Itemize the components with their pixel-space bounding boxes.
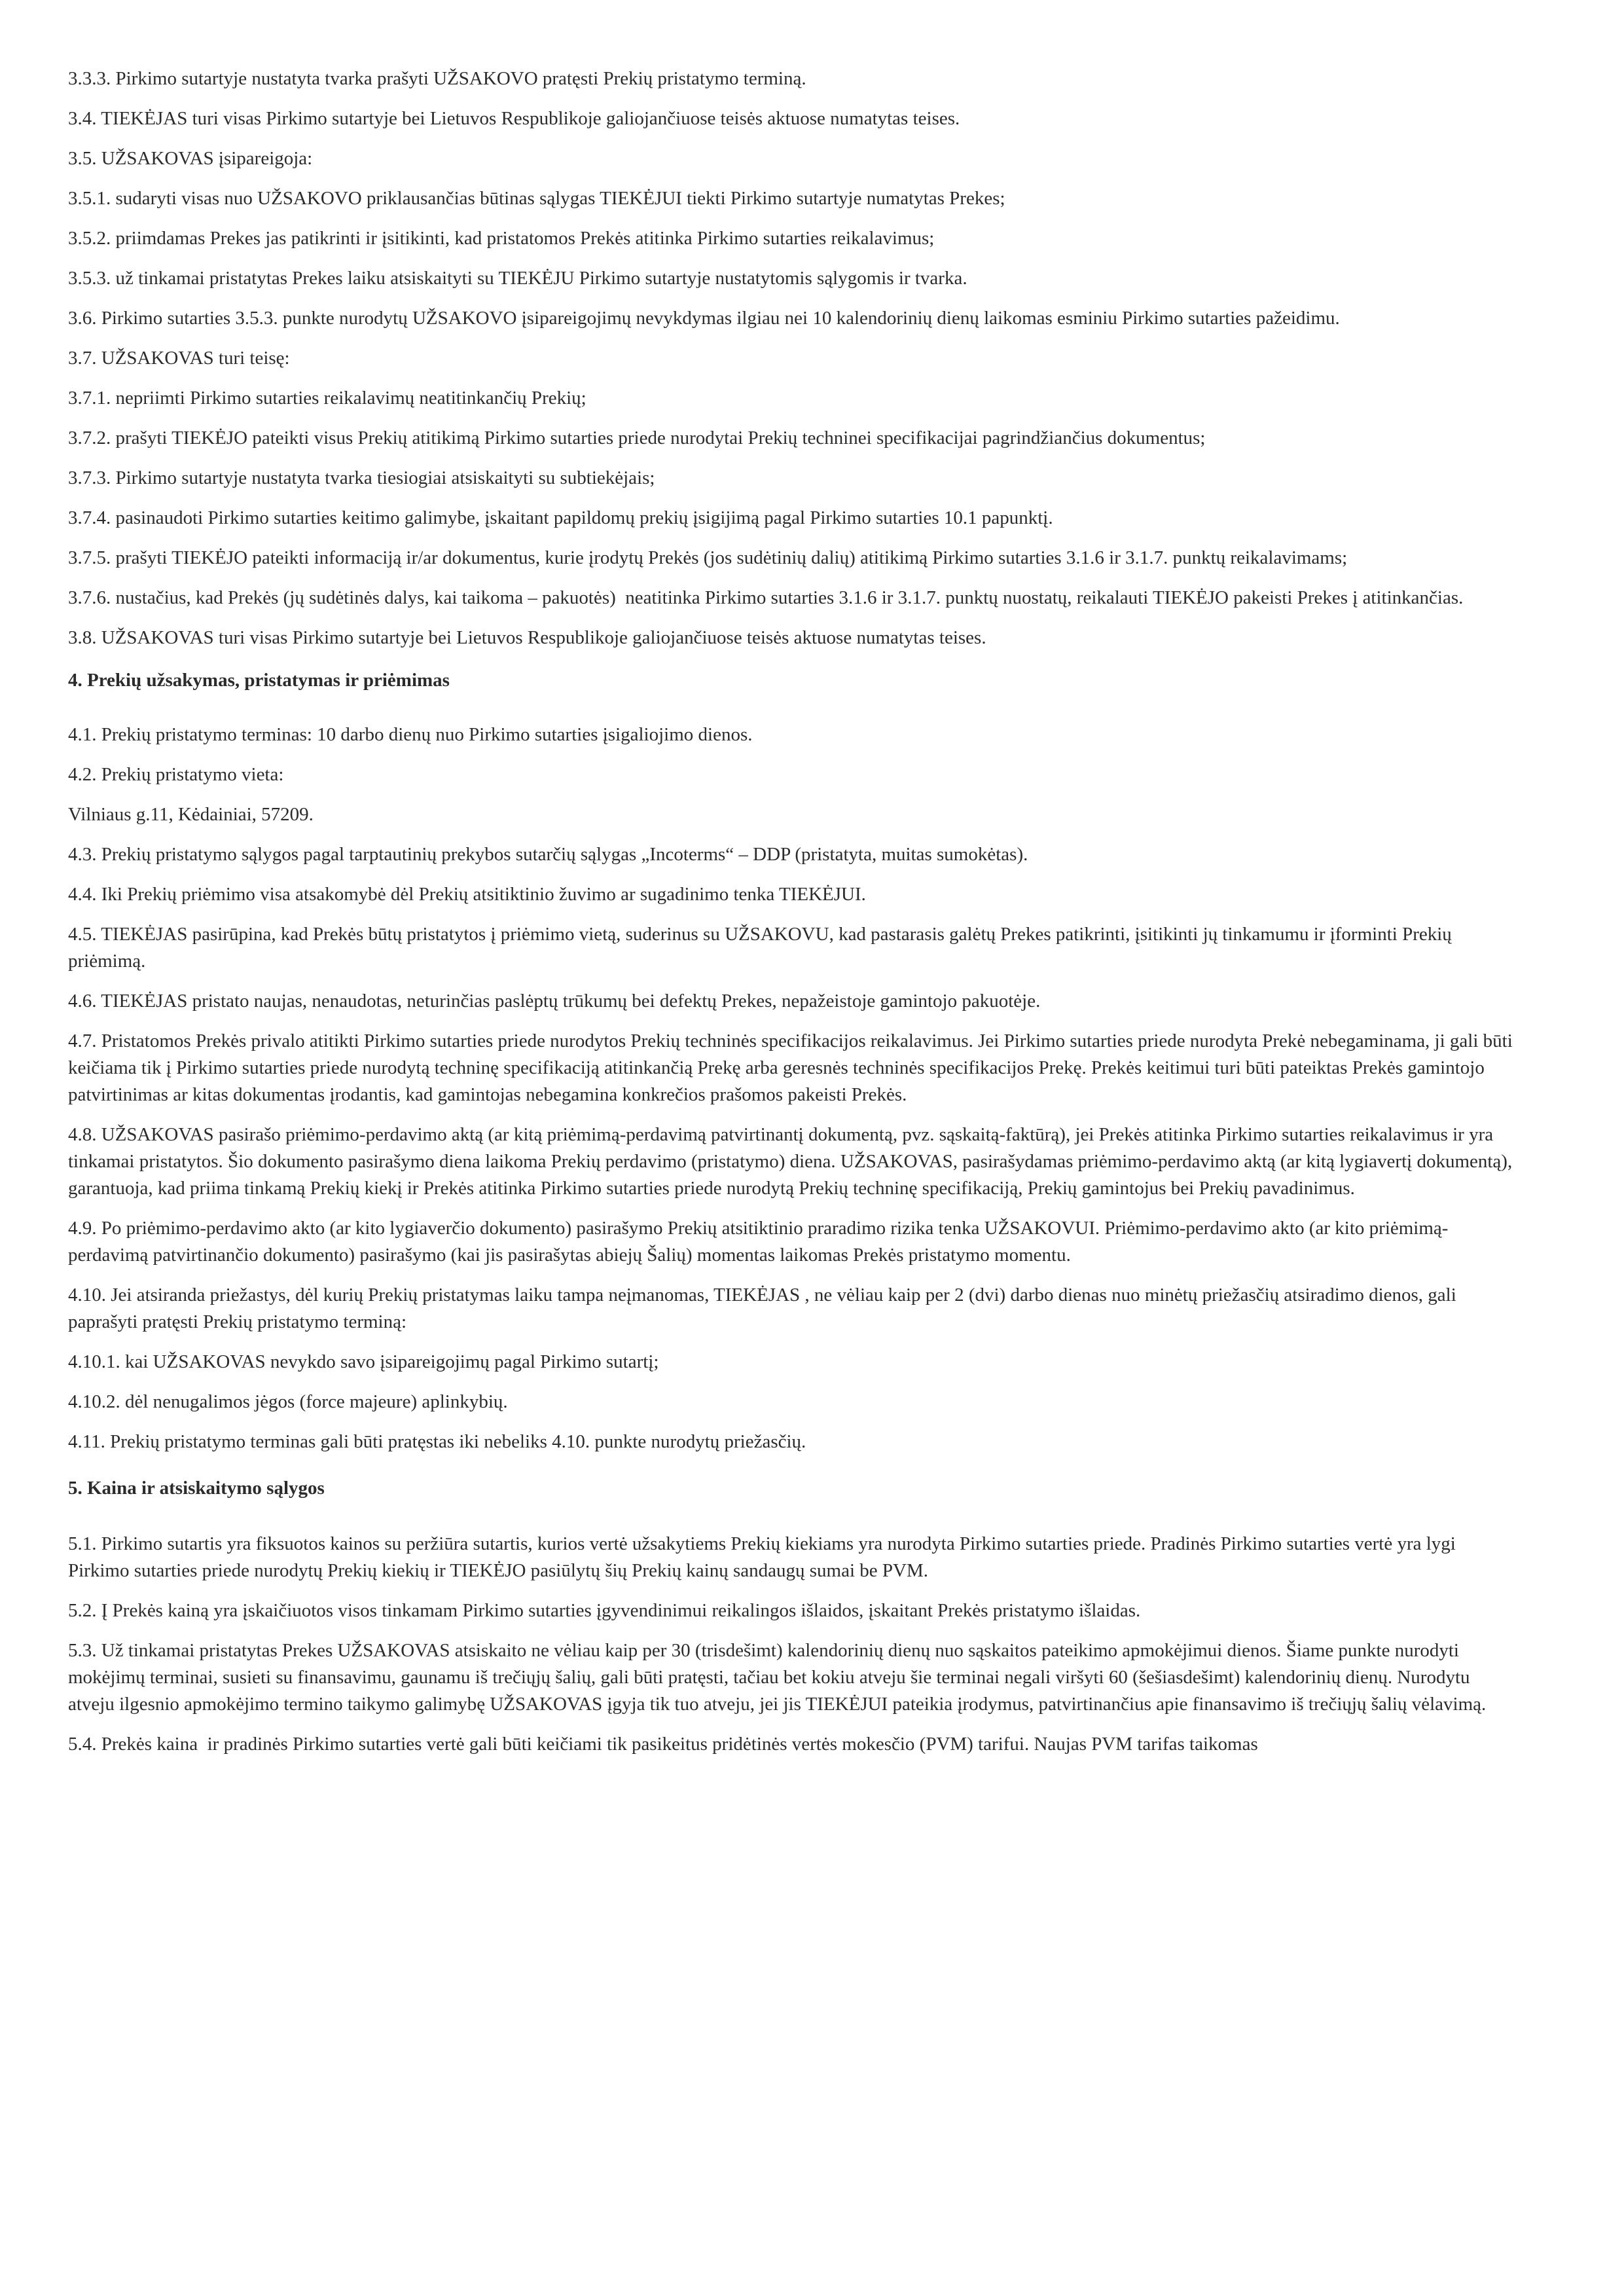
clause-4-8: 4.8. UŽSAKOVAS pasirašo priėmimo-perdavimo aktą (ar kitą priėmimą-perdavimą patvirtinantį dokumentą, pvz. sąskaitą-faktūrą), jei Prekės atitinka Pirkimo sutarties reikalavimus ir yra tinkamai pristatytos. Šio dokumento pasirašymo diena laikoma Prekių perdavimo (pristatymo) diena. UŽSAKOVAS, pasirašydamas priėmimo-perdavimo aktą (ar kitą lygiavertį dokumentą), garantuoja, kad priima tinkamą Prekių kiekį ir Prekės atitinka Pirkimo sutarties priede nurodytą Prekių techninę specifikaciją, Prekių gamintojus bei Prekių pavadinimus. bbox=[68, 1124, 1517, 1199]
clause-3-7-1: 3.7.1. nepriimti Pirkimo sutarties reikalavimų neatitinkančių Prekių; bbox=[68, 388, 586, 409]
clause-3-7-2: 3.7.2. prašyti TIEKĖJO pateikti visus Prekių atitikimą Pirkimo sutarties priede nurodytai Prekių techninei specifikacijai pagrindžiančius dokumentus; bbox=[68, 428, 1206, 448]
clause-3-7-6: 3.7.6. nustačius, kad Prekės (jų sudėtinės dalys, kai taikoma – pakuotės) neatitinka Pirkimo sutarties 3.1.6 ir 3.1.7. punktų nuostatų, reikalauti TIEKĖJO pakeisti Prekes į atitinkančias. bbox=[68, 587, 1464, 608]
clause-4-10-2: 4.10.2. dėl nenugalimos jėgos (force majeure) aplinkybių. bbox=[68, 1391, 508, 1412]
clause-4-6: 4.6. TIEKĖJAS pristato naujas, nenaudotas, neturinčias paslėptų trūkumų bei defektų Prekes, nepažeistoje gamintojo pakuotėje. bbox=[68, 991, 1041, 1011]
clause-3-7-5: 3.7.5. prašyti TIEKĖJO pateikti informaciją ir/ar dokumentus, kurie įrodytų Prekės (jos sudėtinių dalių) atitikimą Pirkimo sutarties 3.1.6 ir 3.1.7. punktų reikalavimams; bbox=[68, 547, 1348, 568]
section-4-heading: 4. Prekių užsakymas, pristatymas ir priėmimas bbox=[68, 670, 450, 691]
clause-3-4: 3.4. TIEKĖJAS turi visas Pirkimo sutartyje bei Lietuvos Respublikoje galiojančiuose teisės aktuose numatytas teises. bbox=[68, 108, 960, 129]
clause-3-5-2: 3.5.2. priimdamas Prekes jas patikrinti ir įsitikinti, kad pristatomos Prekės atitinka Pirkimo sutarties reikalavimus; bbox=[68, 228, 935, 249]
clause-4-10-1: 4.10.1. kai UŽSAKOVAS nevykdo savo įsipareigojimų pagal Pirkimo sutartį; bbox=[68, 1351, 659, 1372]
clause-4-4: 4.4. Iki Prekių priėmimo visa atsakomybė dėl Prekių atsitiktinio žuvimo ar sugadinimo tenka TIEKĖJUI. bbox=[68, 884, 866, 905]
clause-4-3: 4.3. Prekių pristatymo sąlygos pagal tarptautinių prekybos sutarčių sąlygas „Incoterms“ – DDP (pristatyta, muitas sumokėtas). bbox=[68, 844, 1028, 865]
clause-4-7: 4.7. Pristatomos Prekės privalo atitikti Pirkimo sutarties priede nurodytos Prekių techninės specifikacijos reikalavimus. Jei Pirkimo sutarties priede nurodyta Prekė nebegaminama, ji gali būti keičiama tik į Pirkimo sutarties priede nurodytą techninę specifikaciją atitinkančią Prekę arba geresnės techninės specifikacijos Prekę. Prekės keitimui turi būti pateiktas Prekės gamintojo patvirtinimas ar kitas dokumentas įrodantis, kad gamintojas nebegamina konkrečios prašomos pakeisti Prekės. bbox=[68, 1030, 1518, 1105]
clause-5-4: 5.4. Prekės kaina ir pradinės Pirkimo sutarties vertė gali būti keičiami tik pasikeitus pridėtinės vertės mokesčio (PVM) tarifui. Naujas PVM tarifas taikomas bbox=[68, 1734, 1258, 1755]
clause-3-3-3: 3.3.3. Pirkimo sutartyje nustatyta tvarka prašyti UŽSAKOVO pratęsti Prekių pristatymo terminą. bbox=[68, 68, 806, 89]
section-5-heading: 5. Kaina ir atsiskaitymo sąlygos bbox=[68, 1478, 325, 1499]
clause-4-10: 4.10. Jei atsiranda priežastys, dėl kurių Prekių pristatymas laiku tampa neįmanomas, TIEKĖJAS , ne vėliau kaip per 2 (dvi) darbo dienas nuo minėtų priežasčių atsiradimo dienos, gali paprašyti pratęsti Prekių pristatymo terminą: bbox=[68, 1285, 1462, 1332]
clause-3-5: 3.5. UŽSAKOVAS įsipareigoja: bbox=[68, 148, 313, 169]
clause-4-5: 4.5. TIEKĖJAS pasirūpina, kad Prekės būtų pristatytos į priėmimo vietą, suderinus su UŽSAKOVU, kad pastarasis galėtų Prekes patikrinti, įsitikinti jų tinkamumu ir įforminti Prekių priėmimą. bbox=[68, 924, 1457, 972]
clause-4-2: 4.2. Prekių pristatymo vieta: bbox=[68, 764, 284, 785]
section-4 bbox=[68, 721, 1518, 1455]
clause-3-6: 3.6. Pirkimo sutarties 3.5.3. punkte nurodytų UŽSAKOVO įsipareigojimų nevykdymas ilgiau nei 10 kalendorinių dienų laikomas esminiu Pirkimo sutarties pažeidimu. bbox=[68, 308, 1340, 329]
clause-4-9: 4.9. Po priėmimo-perdavimo akto (ar kito lygiaverčio dokumento) pasirašymo Prekių atsitiktinio praradimo rizika tenka UŽSAKOVUI. Priėmimo-perdavimo akto (ar kito priėmimą-perdavimą patvirtinančio dokumento) pasirašymo (kai jis pasirašytas abiejų Šalių) momentas laikomas Prekės pristatymo momentu. bbox=[68, 1218, 1449, 1266]
clause-5-1: 5.1. Pirkimo sutartis yra fiksuotos kainos su peržiūra sutartis, kurios vertė užsakytiems Prekių kiekiams yra nurodyta Pirkimo sutarties priede. Pradinės Pirkimo sutarties vertė yra lygi Pirkimo sutarties priede nurodytų Prekių kiekių ir TIEKĖJO pasiūlytų šių Prekių kainų sandaugų sumai be PVM. bbox=[68, 1533, 1461, 1581]
clause-3-5-1: 3.5.1. sudaryti visas nuo UŽSAKOVO priklausančias būtinas sąlygas TIEKĖJUI tiekti Pirkimo sutartyje numatytas Prekes; bbox=[68, 188, 1005, 209]
clause-3-8: 3.8. UŽSAKOVAS turi visas Pirkimo sutartyje bei Lietuvos Respublikoje galiojančiuose teisės aktuose numatytas teises. bbox=[68, 627, 986, 648]
clause-5-2: 5.2. Į Prekės kainą yra įskaičiuotos visos tinkamam Pirkimo sutarties įgyvendinimui reikalingos išlaidos, įskaitant Prekės pristatymo išlaidas. bbox=[68, 1600, 1141, 1621]
clause-4-11: 4.11. Prekių pristatymo terminas gali būti pratęstas iki nebeliks 4.10. punkte nurodytų priežasčių. bbox=[68, 1431, 806, 1452]
delivery-address: Vilniaus g.11, Kėdainiai, 57209. bbox=[68, 804, 314, 825]
clause-3-7-4: 3.7.4. pasinaudoti Pirkimo sutarties keitimo galimybe, įskaitant papildomų prekių įsigijimą pagal Pirkimo sutarties 10.1 papunktį. bbox=[68, 507, 1053, 528]
section3-tail bbox=[68, 65, 1513, 651]
clause-3-7: 3.7. UŽSAKOVAS turi teisę: bbox=[68, 348, 290, 369]
clause-3-7-3: 3.7.3. Pirkimo sutartyje nustatyta tvarka tiesiogiai atsiskaityti su subtiekėjais; bbox=[68, 467, 655, 488]
section-5 bbox=[68, 1531, 1513, 1758]
clause-4-1: 4.1. Prekių pristatymo terminas: 10 darbo dienų nuo Pirkimo sutarties įsigaliojimo dienos. bbox=[68, 724, 753, 745]
clause-3-5-3: 3.5.3. už tinkamai pristatytas Prekes laiku atsiskaityti su TIEKĖJU Pirkimo sutartyje nustatytomis sąlygomis ir tvarka. bbox=[68, 268, 967, 289]
clause-5-3: 5.3. Už tinkamai pristatytas Prekes UŽSAKOVAS atsiskaito ne vėliau kaip per 30 (trisdešimt) kalendorinių dienų nuo sąskaitos pateikimo apmokėjimui dienos. Šiame punkte nurodyti mokėjimų terminai, susieti su finansavimu, gaunamu iš trečiųjų šalių, gali būti pratęsti, tačiau bet kokiu atveju šie terminai negali viršyti 60 (šešiasdešimt) kalendorinių dienų. Nurodytu atveju ilgesnio apmokėjimo termino taikymo galimybę UŽSAKOVAS įgyja tik tuo atveju, jei jis TIEKĖJUI pateikia įrodymus, patvirtinančius apie finansavimo iš trečiųjų šalių vėlavimą. bbox=[68, 1640, 1487, 1715]
